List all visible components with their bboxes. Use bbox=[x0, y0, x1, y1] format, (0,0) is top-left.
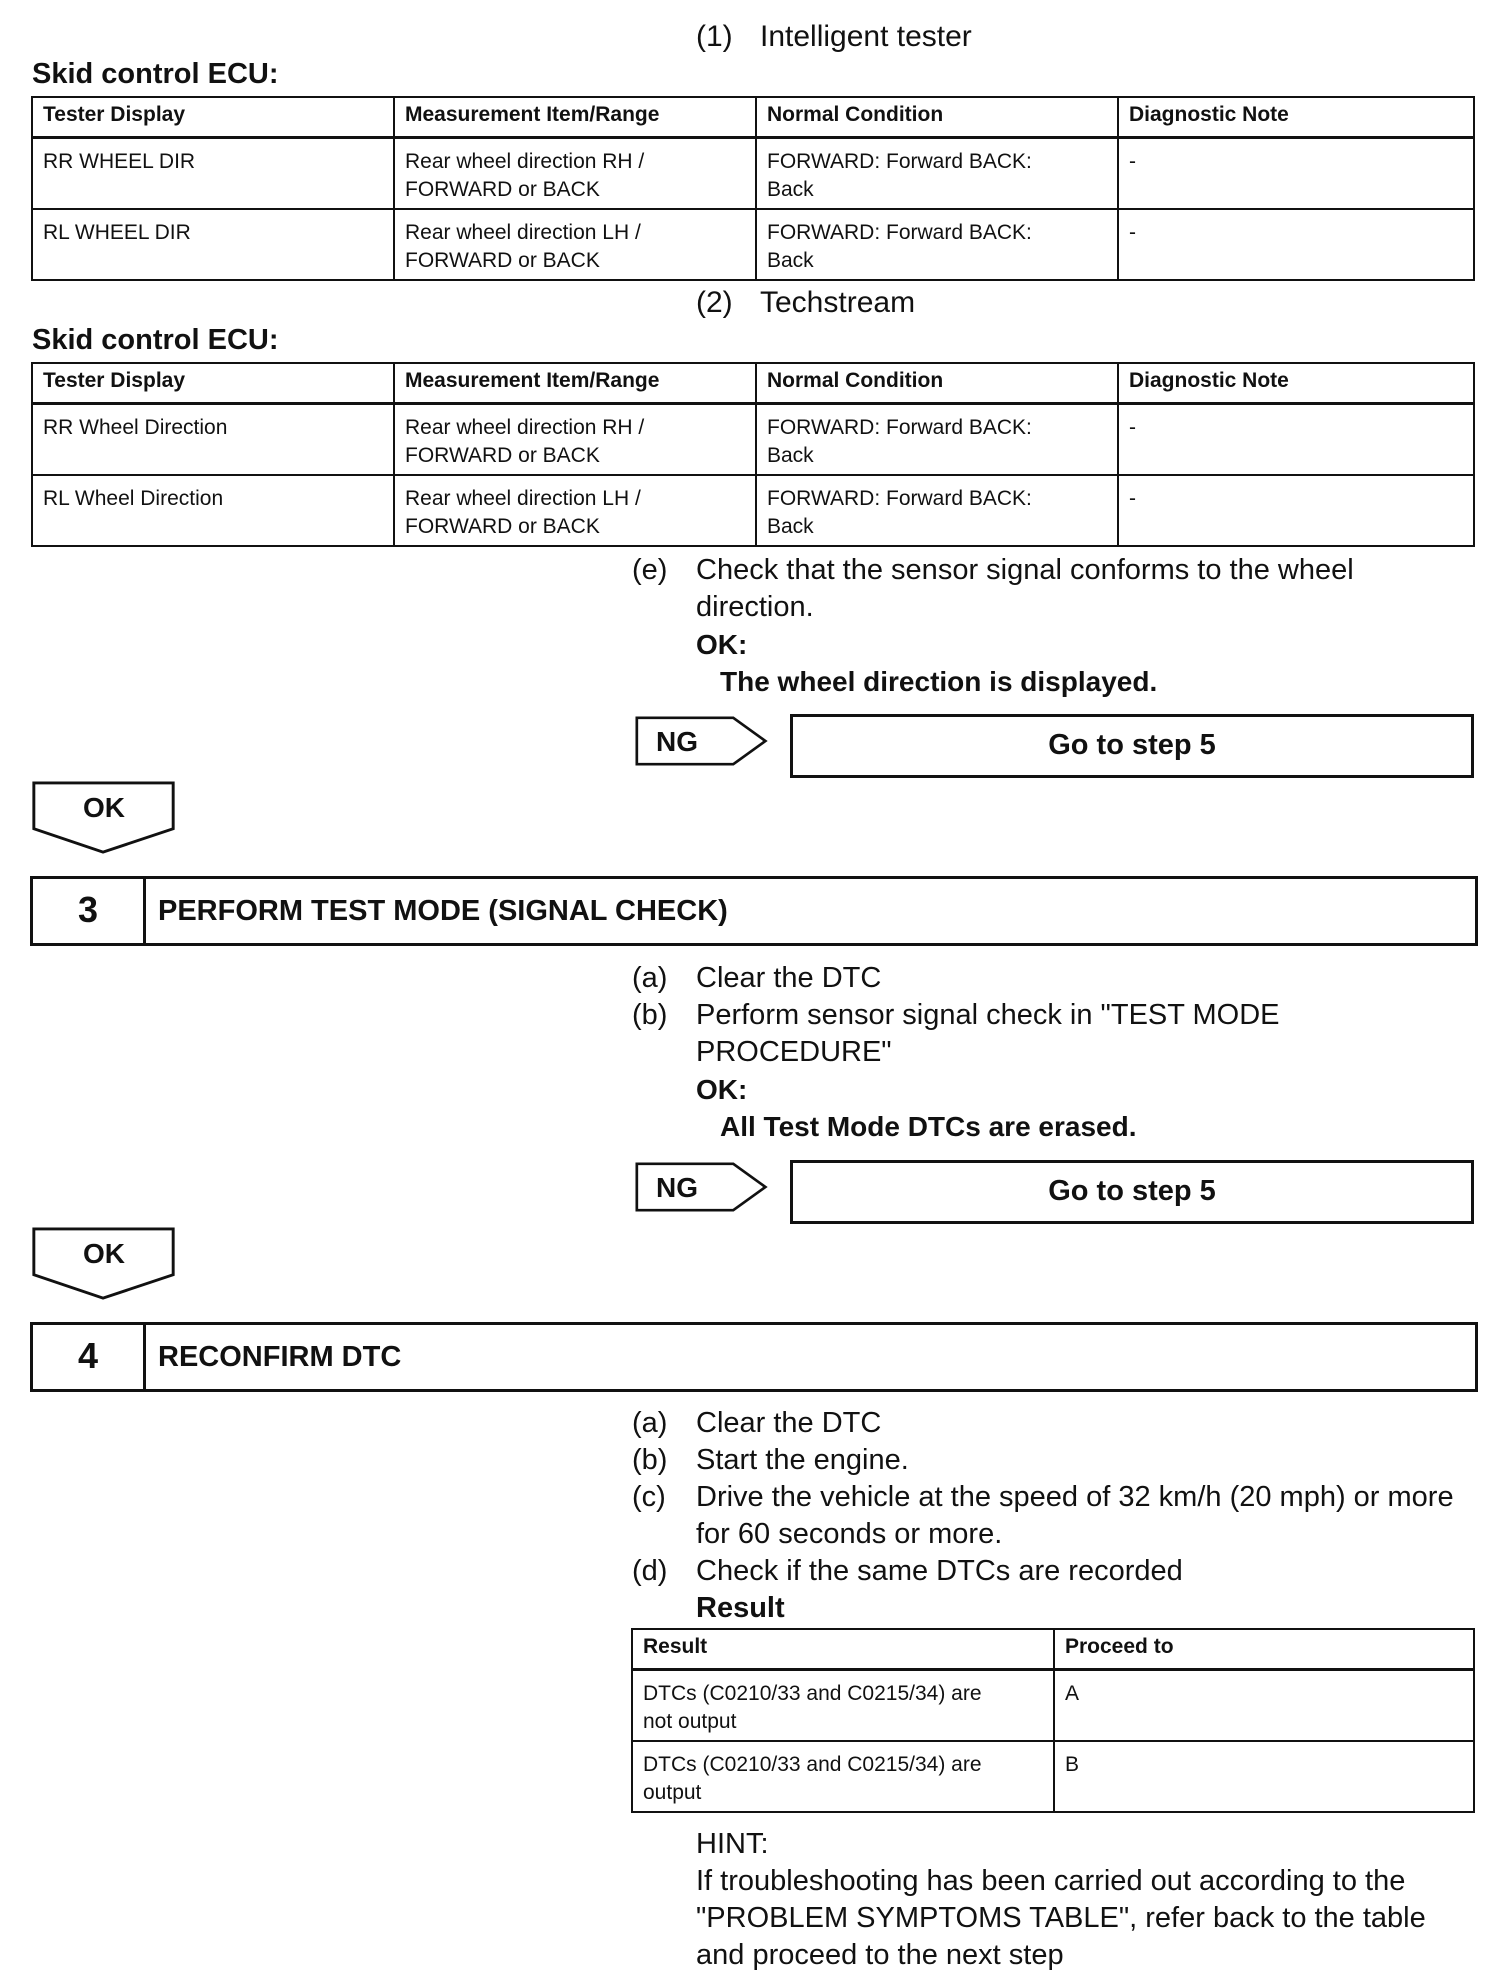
instruction-item bbox=[632, 1405, 1462, 1442]
table-cell: FORWARD: Forward BACK: Back bbox=[756, 475, 1118, 546]
column-header: Normal Condition bbox=[756, 97, 1118, 138]
subsection-title: Intelligent tester bbox=[760, 20, 972, 53]
step-3-header bbox=[30, 876, 1478, 946]
step-number: 4 bbox=[33, 1325, 146, 1389]
instruction-item bbox=[632, 1442, 1462, 1479]
ok-criteria-text: All Test Mode DTCs are erased. bbox=[720, 1111, 1137, 1142]
table-cell: FORWARD: Forward BACK: Back bbox=[756, 138, 1118, 210]
table-cell: - bbox=[1118, 475, 1474, 546]
step-label: (c) bbox=[632, 1481, 666, 1513]
table-cell: FORWARD: Forward BACK: Back bbox=[756, 209, 1118, 280]
table-row bbox=[632, 1741, 1474, 1812]
step-title: RECONFIRM DTC bbox=[158, 1341, 402, 1373]
table-cell: Rear wheel direction LH / FORWARD or BACK bbox=[394, 475, 756, 546]
table-cell: RR WHEEL DIR bbox=[32, 138, 394, 210]
ok-criteria-label: OK: bbox=[696, 1074, 748, 1105]
column-header: Tester Display bbox=[32, 97, 394, 138]
ok-label: OK bbox=[83, 792, 125, 823]
table-row bbox=[632, 1670, 1474, 1742]
column-header: Measurement Item/Range bbox=[394, 97, 756, 138]
check-step-e bbox=[632, 552, 1462, 700]
table-cell: FORWARD: Forward BACK: Back bbox=[756, 404, 1118, 476]
ok-criteria-text: The wheel direction is displayed. bbox=[720, 666, 1158, 697]
column-header: Proceed to bbox=[1054, 1629, 1474, 1670]
step-text: Check if the same DTCs are recorded bbox=[696, 1555, 1183, 1587]
hint-block bbox=[696, 1826, 1476, 1974]
subsection-number: (1) bbox=[696, 20, 733, 53]
subsection-heading-2 bbox=[696, 286, 915, 320]
table-cell: Rear wheel direction LH / FORWARD or BACK bbox=[394, 209, 756, 280]
table-cell: A bbox=[1054, 1670, 1474, 1742]
ng-label: NG bbox=[656, 726, 698, 757]
table-cell: DTCs (C0210/33 and C0215/34) are output bbox=[632, 1741, 1054, 1812]
column-header: Diagnostic Note bbox=[1118, 97, 1474, 138]
go-to-step-5-link[interactable]: Go to step 5 bbox=[790, 714, 1474, 778]
ng-arrow-icon bbox=[632, 716, 772, 766]
subsection-number: (2) bbox=[696, 286, 733, 319]
table-cell: B bbox=[1054, 1741, 1474, 1812]
step-4-header bbox=[30, 1322, 1478, 1392]
ok-label: OK bbox=[83, 1238, 125, 1269]
instruction-item bbox=[632, 1553, 1462, 1590]
step-label: (b) bbox=[632, 1444, 668, 1476]
step-label: (b) bbox=[632, 999, 668, 1031]
instruction-item bbox=[632, 1479, 1462, 1553]
table-cell: - bbox=[1118, 404, 1474, 476]
table-cell: RR Wheel Direction bbox=[32, 404, 394, 476]
ok-criteria-label: OK: bbox=[696, 629, 748, 660]
instruction-item bbox=[632, 960, 1462, 997]
table-cell: Rear wheel direction RH / FORWARD or BACK bbox=[394, 138, 756, 210]
step-label: (e) bbox=[632, 554, 668, 586]
table-row bbox=[32, 404, 1474, 476]
table-cell: Rear wheel direction RH / FORWARD or BACK bbox=[394, 404, 756, 476]
column-header: Tester Display bbox=[32, 363, 394, 404]
step-4-instructions bbox=[632, 1405, 1462, 1627]
step-text: Clear the DTC bbox=[696, 1407, 882, 1439]
step-text: Check that the sensor signal conforms to the wheel direction. bbox=[696, 554, 1354, 623]
step-label: (a) bbox=[632, 1407, 668, 1439]
subsection-title: Techstream bbox=[760, 286, 916, 319]
table-row bbox=[32, 475, 1474, 546]
ecu-label: Skid control ECU: bbox=[32, 58, 279, 90]
step-text: Drive the vehicle at the speed of 32 km/h (20 mph) or more for 60 seconds or more. bbox=[696, 1481, 1454, 1550]
column-header: Result bbox=[632, 1629, 1054, 1670]
step-number: 3 bbox=[33, 879, 146, 943]
table-cell: RL Wheel Direction bbox=[32, 475, 394, 546]
subsection-heading-1 bbox=[696, 20, 972, 54]
step-label: (a) bbox=[632, 962, 668, 994]
table-row bbox=[32, 209, 1474, 280]
column-header: Measurement Item/Range bbox=[394, 363, 756, 404]
ng-arrow-icon bbox=[632, 1162, 772, 1212]
instruction-item bbox=[632, 997, 1462, 1071]
table-cell: - bbox=[1118, 138, 1474, 210]
result-table bbox=[631, 1628, 1475, 1813]
table-cell: - bbox=[1118, 209, 1474, 280]
go-to-step-5-link[interactable]: Go to step 5 bbox=[790, 1160, 1474, 1224]
result-label: Result bbox=[696, 1592, 785, 1624]
data-list-table-1 bbox=[31, 96, 1475, 281]
column-header: Normal Condition bbox=[756, 363, 1118, 404]
step-text: Clear the DTC bbox=[696, 962, 882, 994]
table-row bbox=[32, 138, 1474, 210]
step-text: Start the engine. bbox=[696, 1444, 909, 1476]
hint-label: HINT: bbox=[696, 1828, 769, 1860]
table-cell: DTCs (C0210/33 and C0215/34) are not output bbox=[632, 1670, 1054, 1742]
step-text: Perform sensor signal check in "TEST MODE PROCEDURE" bbox=[696, 999, 1280, 1068]
ng-label: NG bbox=[656, 1172, 698, 1203]
table-cell: RL WHEEL DIR bbox=[32, 209, 394, 280]
data-list-table-2 bbox=[31, 362, 1475, 547]
column-header: Diagnostic Note bbox=[1118, 363, 1474, 404]
ecu-label: Skid control ECU: bbox=[32, 324, 279, 356]
step-3-instructions bbox=[632, 960, 1462, 1145]
step-label: (d) bbox=[632, 1555, 668, 1587]
hint-text: If troubleshooting has been carried out according to the "PROBLEM SYMPTOMS TABLE", refer back to the table and proceed to the next step bbox=[696, 1865, 1426, 1971]
step-title: PERFORM TEST MODE (SIGNAL CHECK) bbox=[158, 895, 728, 927]
